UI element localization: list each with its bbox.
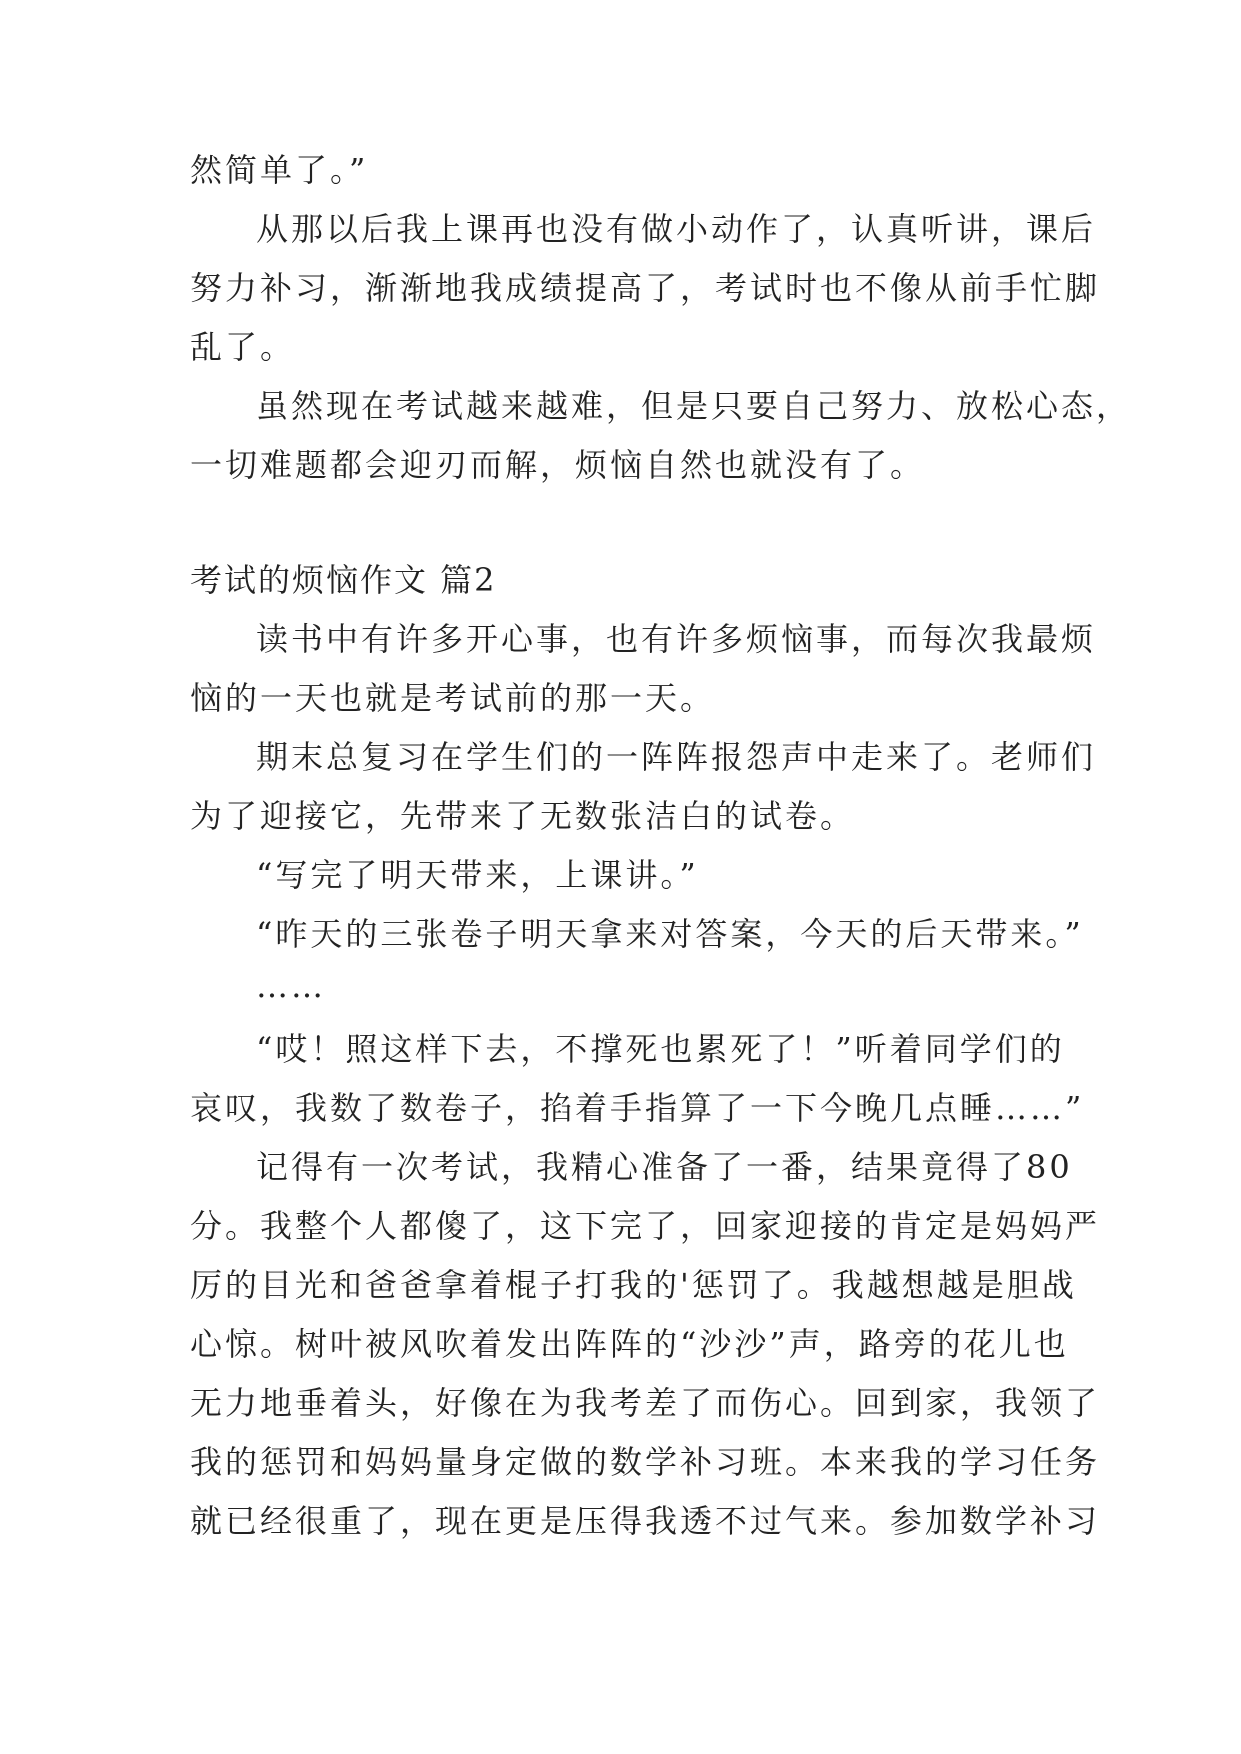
text-line: 为了迎接它，先带来了无数张洁白的试卷。 — [190, 797, 856, 835]
section-heading: 考试的烦恼作文 篇2 — [190, 561, 497, 599]
text-line: 努力补习，渐渐地我成绩提高了，考试时也不像从前手忙脚 — [190, 269, 1101, 307]
text-line: 然简单了。” — [190, 151, 369, 189]
text-line: 分。我整个人都傻了，这下完了，回家迎接的肯定是妈妈严 — [190, 1207, 1101, 1245]
text-line: 心惊。树叶被风吹着发出阵阵的“沙沙”声，路旁的花儿也 — [190, 1325, 1069, 1363]
text-line: 一切难题都会迎刃而解，烦恼自然也就没有了。 — [190, 446, 926, 484]
text-line: “写完了明天带来，上课讲。” — [256, 856, 699, 894]
text-line: 厉的目光和爸爸拿着棍子打我的'惩罚了。我越想越是胆战 — [190, 1266, 1077, 1304]
text-line: 我的惩罚和妈妈量身定做的数学补习班。本来我的学习任务 — [190, 1443, 1101, 1481]
text-line: 恼的一天也就是考试前的那一天。 — [190, 679, 716, 717]
text-line: 记得有一次考试，我精心准备了一番，结果竟得了80 — [256, 1148, 1073, 1186]
text-line: 无力地垂着头，好像在为我考差了而伤心。回到家，我领了 — [190, 1384, 1101, 1422]
text-line: 读书中有许多开心事，也有许多烦恼事，而每次我最烦 — [256, 620, 1097, 658]
text-line: 乱了。 — [190, 328, 296, 366]
text-line: 期末总复习在学生们的一阵阵报怨声中走来了。老师们 — [256, 738, 1097, 776]
text-line: 虽然现在考试越来越难，但是只要自己努力、放松心态， — [256, 387, 1132, 425]
text-line: “哎！照这样下去，不撑死也累死了！”听着同学们的 — [256, 1030, 1065, 1068]
text-line: “昨天的三张卷子明天拿来对答案，今天的后天带来。” — [256, 915, 1084, 953]
text-line: 哀叹，我数了数卷子，掐着手指算了一下今晚几点睡……” — [190, 1089, 1085, 1127]
text-line: 就已经很重了，现在更是压得我透不过气来。参加数学补习 — [190, 1502, 1101, 1540]
text-line: …… — [256, 967, 326, 1005]
text-line: 从那以后我上课再也没有做小动作了，认真听讲，课后 — [256, 210, 1097, 248]
